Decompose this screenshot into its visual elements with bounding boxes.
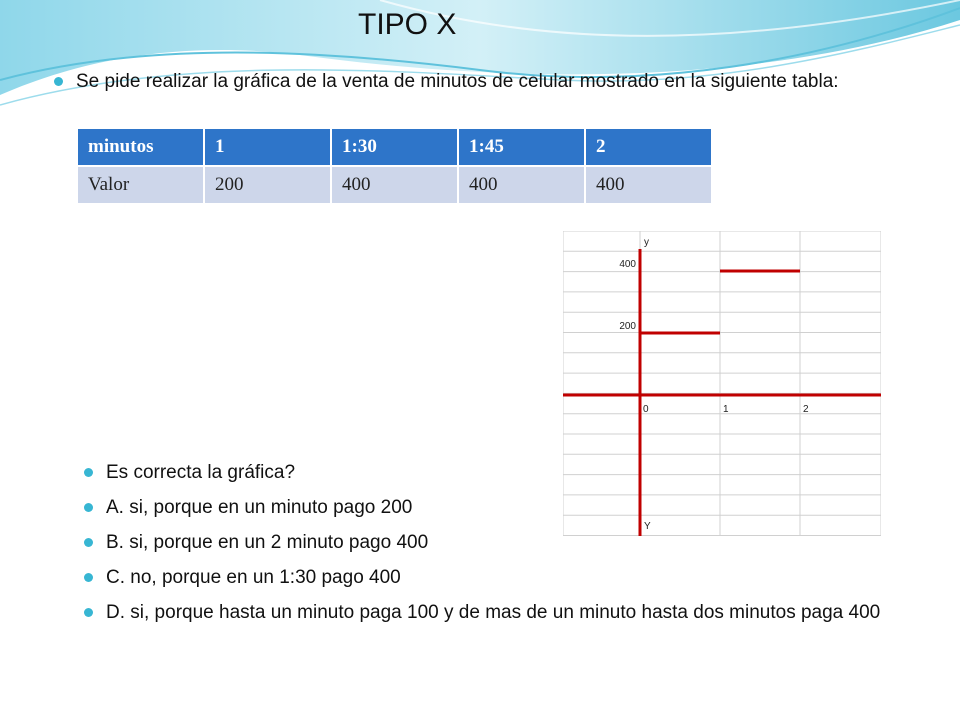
table-cell: 400 [458, 166, 585, 204]
bullet-icon [84, 608, 93, 617]
slide-title: TIPO X [358, 8, 457, 41]
option-b: B. si, porque en un 2 minuto pago 400 [106, 532, 429, 553]
decorative-wave-header [0, 0, 960, 120]
table-row [77, 166, 712, 204]
table-cell: 400 [331, 166, 458, 204]
x-tick-label: 0 [643, 404, 649, 415]
table-header-cell: 1:45 [458, 128, 585, 166]
table-header-cell: minutos [77, 128, 204, 166]
y-axis-label-bottom: Y [644, 521, 651, 532]
bullet-icon [84, 538, 93, 547]
bullet-icon [84, 468, 93, 477]
intro-text: Se pide realizar la gráfica de la venta de minutos de celular mostrado en la siguiente tabla: [76, 71, 839, 92]
table-cell: 400 [585, 166, 712, 204]
table-header-cell: 1:30 [331, 128, 458, 166]
question-text: Es correcta la gráfica? [106, 462, 296, 483]
option-d: D. si, porque hasta un minuto paga 100 y de mas de un minuto hasta dos minutos paga 400 [106, 602, 881, 623]
bullet-icon [84, 573, 93, 582]
y-tick-label: 400 [619, 259, 636, 270]
option-a: A. si, porque en un minuto pago 200 [106, 497, 413, 518]
x-tick-label: 1 [723, 404, 729, 415]
step-graph [563, 231, 881, 536]
y-axis-label-top: y [644, 237, 649, 248]
minutes-table [76, 127, 713, 205]
graph-labels [619, 237, 809, 532]
option-c: C. no, porque en un 1:30 pago 400 [106, 567, 401, 588]
y-tick-label: 200 [619, 321, 636, 332]
x-tick-label: 2 [803, 404, 809, 415]
graph-grid [563, 231, 881, 536]
table-header-cell: 2 [585, 128, 712, 166]
table-header-row [77, 128, 712, 166]
table-cell: Valor [77, 166, 204, 204]
table-header-cell: 1 [204, 128, 331, 166]
table-cell: 200 [204, 166, 331, 204]
bullet-icon [84, 503, 93, 512]
bullet-icon [54, 77, 63, 86]
